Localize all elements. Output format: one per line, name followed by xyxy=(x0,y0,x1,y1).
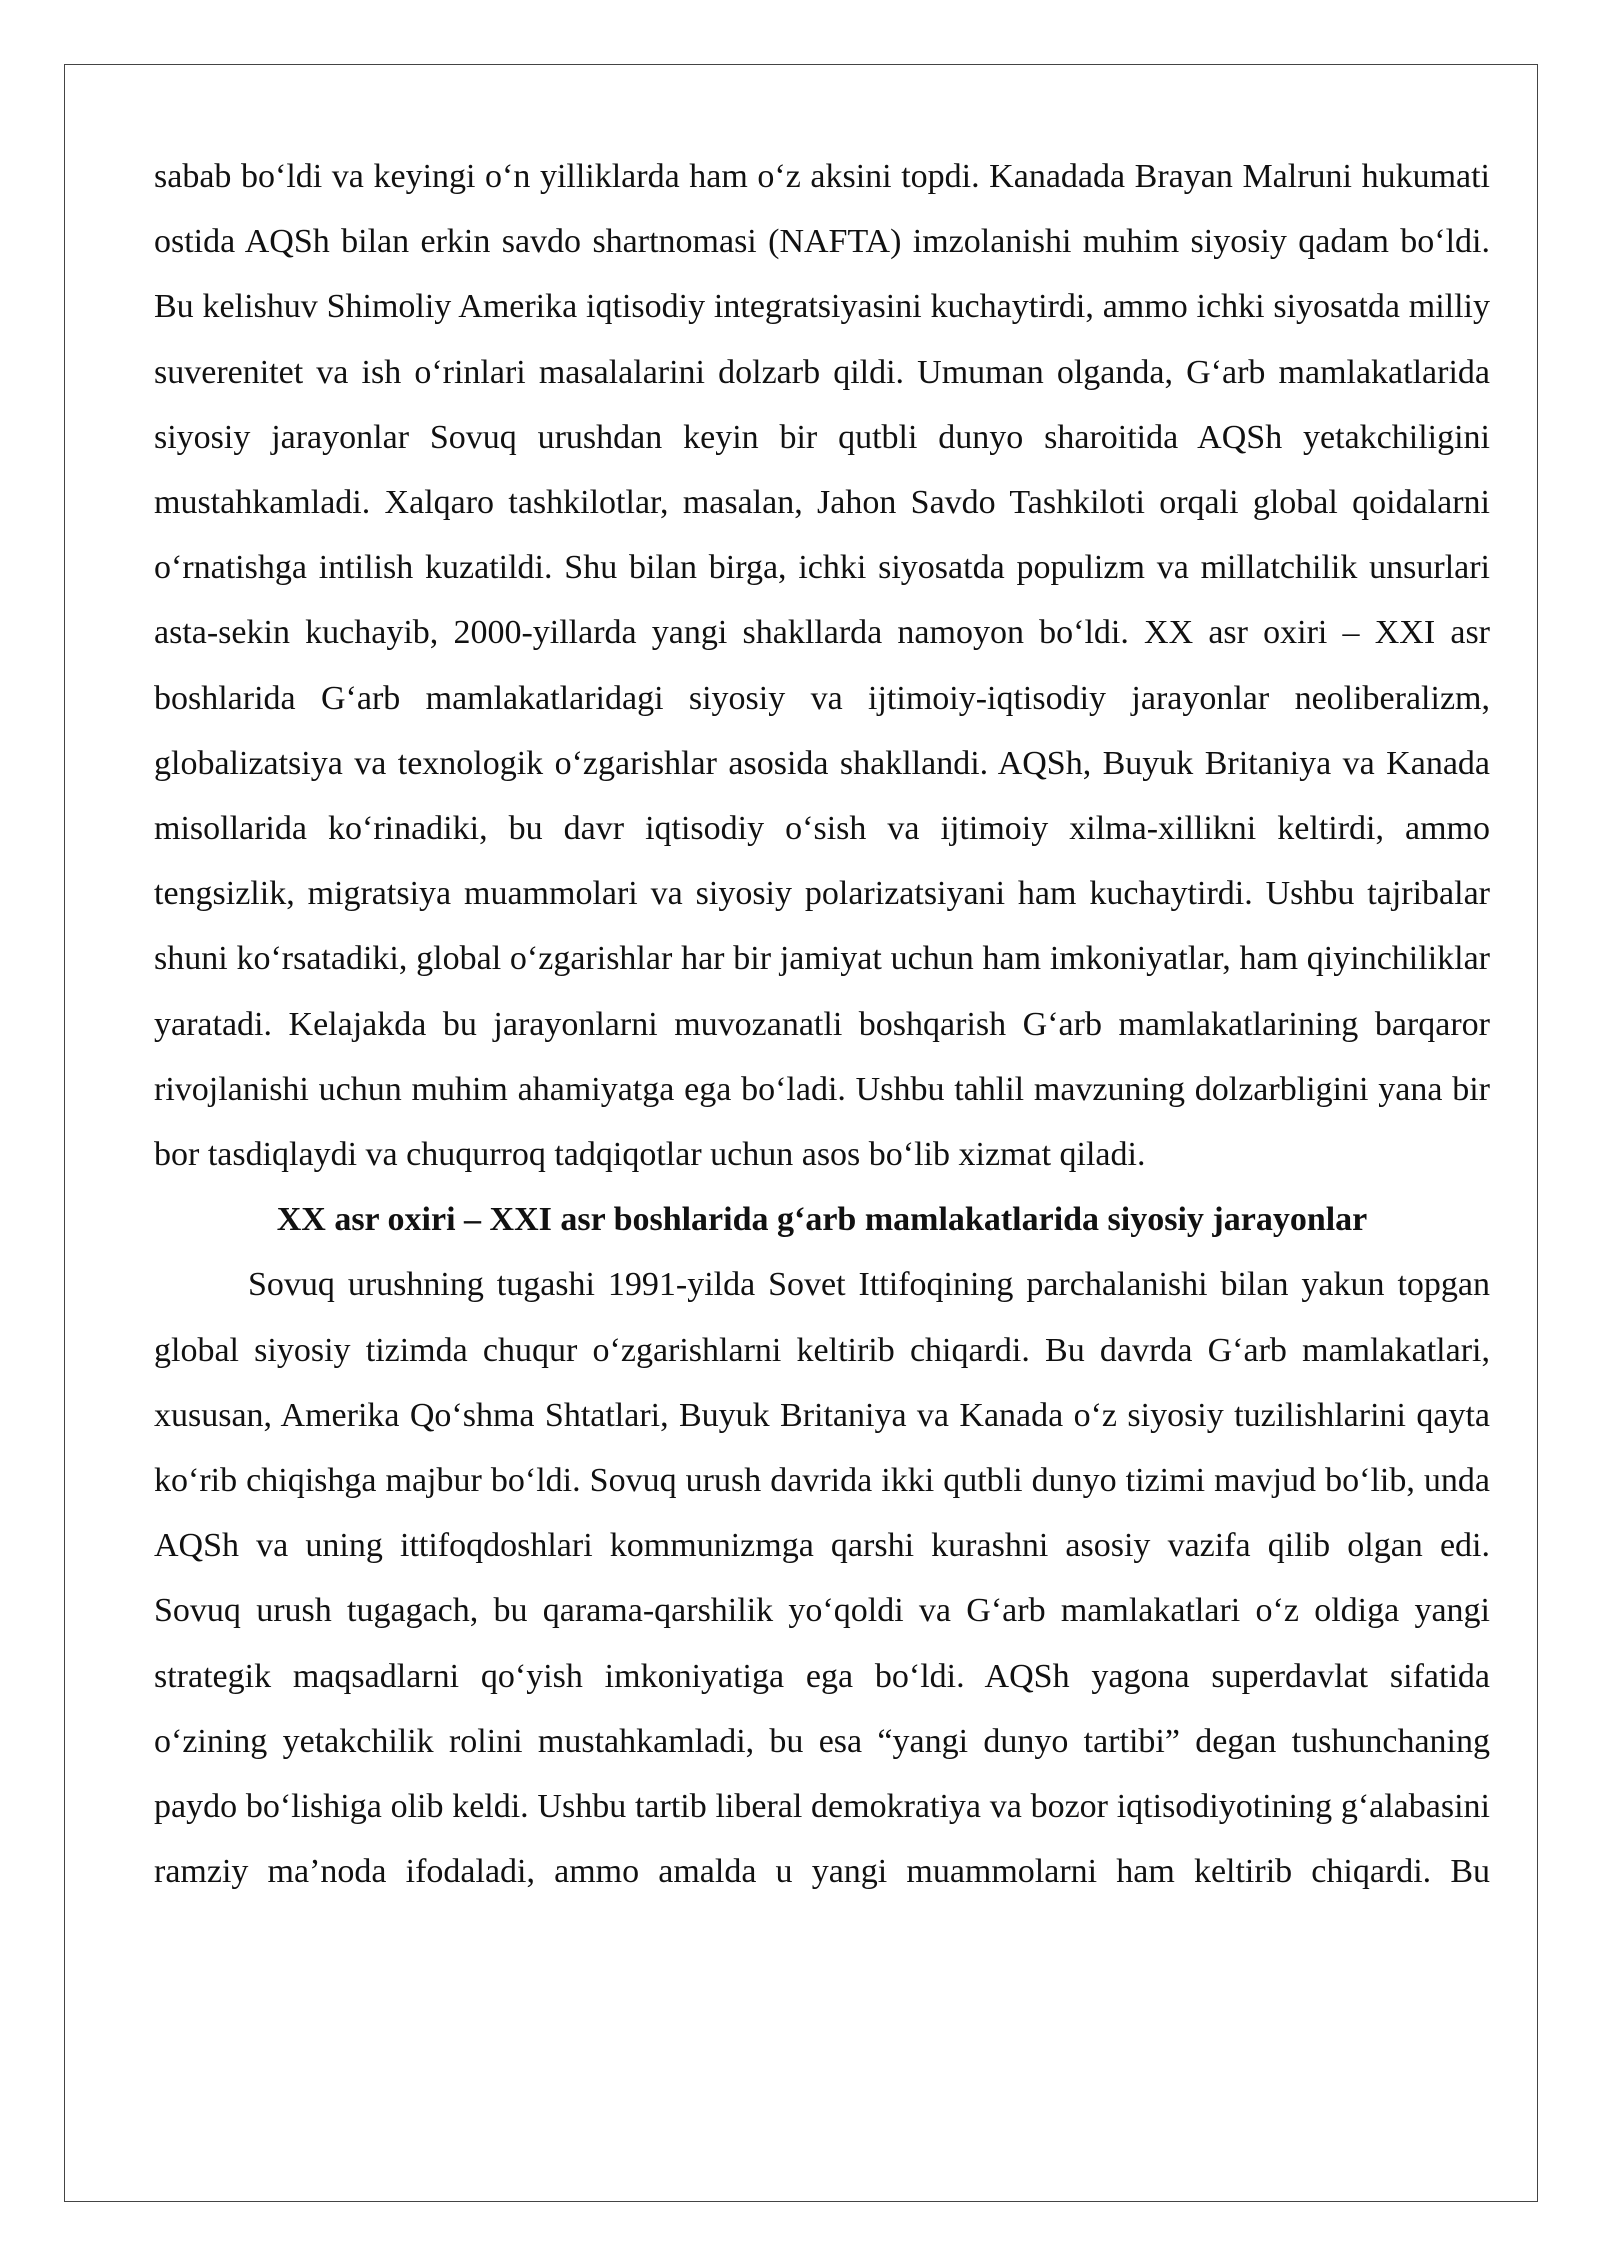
section-heading: XX asr oxiri – XXI asr boshlarida g‘arb mamlakatlarida siyosiy jarayonlar xyxy=(276,1201,1368,1239)
paragraph-continued: sabab bo‘ldi va keyingi o‘n yilliklarda ham o‘z aksini topdi. Kanadada Brayan Malruni hukumati ostida AQSh bilan erkin savdo shartnomasi (NAFTA) imzolanishi muhim siyosiy qadam bo‘ldi. Bu kelishuv Shimoliy Amerika iqtisodiy integratsiyasini kuchaytirdi, ammo ichki siyosatda milliy suverenitet va ish o‘rinlari masalalarini dolzarb qildi. Umuman olganda, G‘arb mamlakatlarida siyosiy jarayonlar Sovuq urushdan keyin bir qutbli dunyo sharoitida AQSh yetakchiligini mustahkamladi. Xalqaro tashkilotlar, masalan, Jahon Savdo Tashkiloti orqali global qoidalarni o‘rnatishga intilish kuzatildi. Shu bilan birga, ichki siyosatda populizm va millatchilik unsurlari asta-sekin kuchayib, 2000-yillarda yangi shakllarda namoyon bo‘ldi. XX asr oxiri – XXI asr boshlarida G‘arb mamlakatlaridagi siyosiy va ijtimoiy-iqtisodiy jarayonlar neoliberalizm, globalizatsiya va texnologik o‘zgarishlar asosida shakllandi. AQSh, Buyuk Britaniya va Kanada misollarida ko‘rinadiki, bu davr iqtisodiy o‘sish va ijtimoiy xilma-xillikni keltirdi, ammo tengsizlik, migratsiya muammolari va siyosiy polarizatsiyani ham kuchaytirdi. Ushbu tajribalar shuni ko‘rsatadiki, global o‘zgarishlar har bir jamiyat uchun ham imkoniyatlar, ham qiyinchiliklar yaratadi. Kelajakda bu jarayonlarni muvozanatli boshqarish G‘arb mamlakatlarining barqaror rivojlanishi uchun muhim ahamiyatga ega bo‘ladi. Ushbu tahlil mavzuning dolzarbligini yana bir bor tasdiqlaydi va chuqurroq tadqiqotlar uchun asos bo‘lib xizmat qiladi. xyxy=(154,158,1490,1174)
document-body xyxy=(154,144,1490,1904)
paragraph-intro: Sovuq urushning tugashi 1991-yilda Sovet Ittifoqining parchalanishi bilan yakun topgan global siyosiy tizimda chuqur o‘zgarishlarni keltirib chiqardi. Bu davrda G‘arb mamlakatlari, xususan, Amerika Qo‘shma Shtatlari, Buyuk Britaniya va Kanada o‘z siyosiy tuzilishlarini qayta ko‘rib chiqishga majbur bo‘ldi. Sovuq urush davrida ikki qutbli dunyo tizimi mavjud bo‘lib, unda AQSh va uning ittifoqdoshlari kommunizmga qarshi kurashni asosiy vazifa qilib olgan edi. Sovuq urush tugagach, bu qarama-qarshilik yo‘qoldi va G‘arb mamlakatlari o‘z oldiga yangi strategik maqsadlarni qo‘yish imkoniyatiga ega bo‘ldi. AQSh yagona superdavlat sifatida o‘zining yetakchilik rolini mustahkamladi, bu esa “yangi dunyo tartibi” degan tushunchaning paydo bo‘lishiga olib keldi. Ushbu tartib liberal demokratiya va bozor iqtisodiyotining g‘alabasini ramziy ma’noda ifodaladi, ammo amalda u yangi muammolarni ham keltirib chiqardi. Bu xyxy=(154,1266,1490,1891)
